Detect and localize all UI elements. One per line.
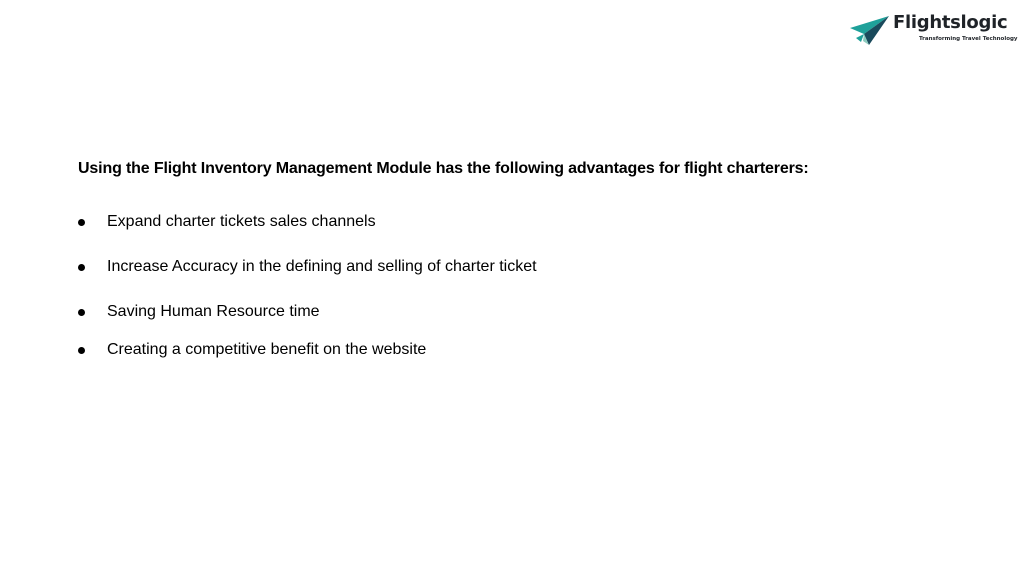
list-item-text: Increase Accuracy in the defining and selling of charter ticket: [107, 258, 537, 275]
brand-tagline: Transforming Travel Technology: [919, 36, 1018, 42]
bullet-icon: [78, 219, 85, 226]
list-item-text: Saving Human Resource time: [107, 303, 320, 320]
list-item-text: Expand charter tickets sales channels: [107, 213, 376, 230]
section-heading: Using the Flight Inventory Management Module has the following advantages for flight charterers:: [78, 160, 809, 177]
list-item-text: Creating a competitive benefit on the website: [107, 341, 427, 358]
brand-logo: [850, 12, 1018, 48]
bullet-icon: [78, 264, 85, 271]
bullet-icon: [78, 309, 85, 316]
bullet-icon: [78, 347, 85, 354]
paper-plane-icon: [850, 14, 890, 48]
brand-name: Flightslogic: [893, 12, 1008, 33]
